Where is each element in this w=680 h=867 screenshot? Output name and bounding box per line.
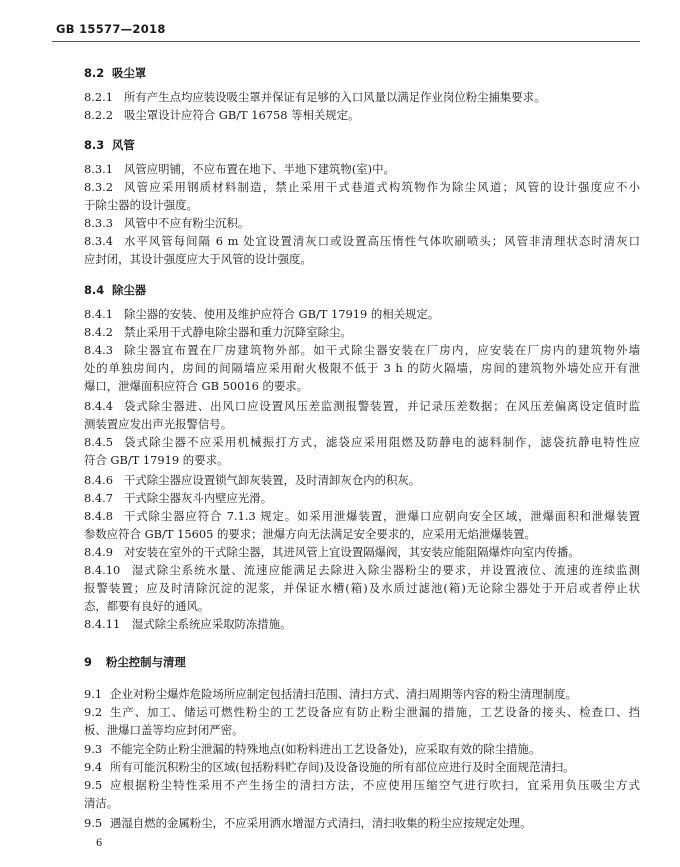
clause-number: 9.4 xyxy=(84,760,103,774)
clause-text: 对安装在室外的干式除尘器，其进风管上宜设置隔爆阀，其安装应能阻隔爆炸向室内传播。 xyxy=(124,545,580,559)
clause-text: 参数应符合 GB/T 15605 的要求；泄爆方向无法满足安全要求的，应采用无焰泄爆装置。 xyxy=(84,527,536,541)
clause-number: 8.4.6 xyxy=(84,473,113,487)
clause-text: 湿式除尘系统水量、流速应能满足去除进入除尘器粉尘的要求，并设置液位、流速的连续监测 xyxy=(132,563,640,577)
clause-text: 湿式除尘系统应采取防冻措施。 xyxy=(132,617,292,631)
section-number-8-2: 8.2 xyxy=(84,66,105,80)
clause-text: 干式除尘器灰斗内壁应光滑。 xyxy=(124,491,273,505)
clause-text: 清洁。 xyxy=(84,796,119,810)
clause-text: 风管应明铺，不应布置在地下、半地下建筑物(室)中。 xyxy=(124,162,395,176)
clause-text: 测装置应发出声光报警信号。 xyxy=(84,417,233,431)
clause-number: 8.3.4 xyxy=(84,234,113,248)
clause-number: 8.4.7 xyxy=(84,491,113,505)
section-title-9: 粉尘控制与清理 xyxy=(106,655,186,669)
clause-text: 于除尘器的设计强度。 xyxy=(84,198,198,212)
clause-number: 9.5 xyxy=(84,778,103,792)
clause-number: 9.3 xyxy=(84,742,103,756)
clause-text: 干式除尘器应符合 7.1.3 规定。如采用泄爆装置，泄爆口应朝向安全区域，泄爆面积和泄爆装置 xyxy=(124,509,640,523)
clause-text: 爆口，泄爆面积应符合 GB 50016 的要求。 xyxy=(84,379,309,393)
clause-text: 袋式除尘器进、出风口应设置风压差监测报警装置，并记录压差数据；在风压差偏离设定值时监 xyxy=(124,399,640,413)
clause-text: 应根据粉尘特性采用不产生扬尘的清扫方法，不应使用压缩空气进行吹扫，宜采用负压吸尘方式 xyxy=(110,778,640,792)
clause-text: 板、泄爆口盖等均应封闭严密。 xyxy=(84,723,244,737)
clause-text: 企业对粉尘爆炸危险场所应制定包括清扫范围、清扫方式、清扫周期等内容的粉尘清理制度。 xyxy=(110,687,578,701)
clause-text: 风管中不应有粉尘沉积。 xyxy=(124,216,250,230)
clause-number: 8.4.4 xyxy=(84,399,113,413)
clause-text: 干式除尘器应设置锁气卸灰装置，及时清卸灰仓内的积灰。 xyxy=(124,473,421,487)
clause-text: 符合 GB/T 17919 的要求。 xyxy=(84,453,229,467)
clause-text: 水平风管每间隔 6 m 处宜设置清灰口或设置高压惰性气体吹刷喷头；风管非清理状态时清灰口 xyxy=(124,234,640,248)
clause-text: 吸尘罩设计应符合 GB/T 16758 等相关规定。 xyxy=(124,108,360,122)
clause-number: 8.4.5 xyxy=(84,435,113,449)
clause-text: 应封闭，其设计强度应大于风管的设计强度。 xyxy=(84,252,312,266)
clause-number: 8.4.11 xyxy=(84,617,121,631)
clause-number: 8.3.3 xyxy=(84,216,113,230)
clause-text: 除尘器宜布置在厂房建筑物外部。如干式除尘器安装在厂房内，应安装在厂房内的建筑物外墙 xyxy=(124,343,640,357)
page-number: 6 xyxy=(96,838,103,849)
section-title-8-2: 吸尘罩 xyxy=(112,66,147,80)
clause-number: 8.4.8 xyxy=(84,509,113,523)
clause-number: 8.3.1 xyxy=(84,162,113,176)
clause-number: 8.4.9 xyxy=(84,545,113,559)
clause-text: 态，都要有良好的通风。 xyxy=(84,599,210,613)
clause-number: 9.5 xyxy=(84,816,103,830)
clause-number: 8.4.3 xyxy=(84,343,113,357)
clause-number: 8.4.2 xyxy=(84,325,113,339)
clause-text: 禁止采用干式静电除尘器和重力沉降室除尘。 xyxy=(124,325,352,339)
section-title-8-4: 除尘器 xyxy=(112,283,147,297)
header-rule xyxy=(52,41,640,42)
clause-number: 8.2.2 xyxy=(84,108,113,122)
clause-number: 8.2.1 xyxy=(84,90,113,104)
section-title-8-3: 风管 xyxy=(112,138,135,152)
clause-text: 风管应采用钢质材料制造，禁止采用干式巷道式构筑物作为除尘风道；风管的设计强度应不小 xyxy=(124,180,640,194)
clause-text: 所有产生点均应装设吸尘罩并保证有足够的入口风量以满足作业岗位粉尘捕集要求。 xyxy=(124,90,546,104)
clause-text: 报警装置；应及时清除沉淀的泥浆，并保证水槽(箱)及水质过滤池(箱)无论除尘器处于开启或者停止状 xyxy=(84,581,640,595)
clause-text: 除尘器的安装、使用及维护应符合 GB/T 17919 的相关规定。 xyxy=(124,307,440,321)
clause-text: 遇湿自燃的金属粉尘，不应采用洒水增湿方式清扫，清扫收集的粉尘应按规定处理。 xyxy=(110,816,532,830)
standard-header: GB 15577—2018 xyxy=(56,22,166,36)
clause-text: 不能完全防止粉尘泄漏的特殊地点(如粉料进出工艺设备处)，应采取有效的除尘措施。 xyxy=(110,742,541,756)
clause-text: 袋式除尘器不应采用机械振打方式，滤袋应采用阻燃及防静电的滤料制作，滤袋抗静电特性应 xyxy=(124,435,640,449)
clause-number: 9.1 xyxy=(84,687,103,701)
clause-number: 8.3.2 xyxy=(84,180,113,194)
clause-text: 所有可能沉积粉尘的区域(包括粉料贮存间)及设备设施的所有部位应进行及时全面规范清扫。 xyxy=(110,760,575,774)
section-number-8-3: 8.3 xyxy=(84,138,105,152)
clause-number: 9.2 xyxy=(84,705,103,719)
clause-text: 处的单独房间内，房间的间隔墙应采用耐火极限不低于 3 h 的防火隔墙，房间的建筑物外墙处应开有泄 xyxy=(84,361,640,375)
section-number-8-4: 8.4 xyxy=(84,283,105,297)
clause-text: 生产、加工、储运可燃性粉尘的工艺设备应有防止粉尘泄漏的措施，工艺设备的接头、检查口、挡 xyxy=(110,705,640,719)
clause-number: 8.4.10 xyxy=(84,563,121,577)
section-number-9: 9 xyxy=(84,655,92,669)
clause-number: 8.4.1 xyxy=(84,307,113,321)
